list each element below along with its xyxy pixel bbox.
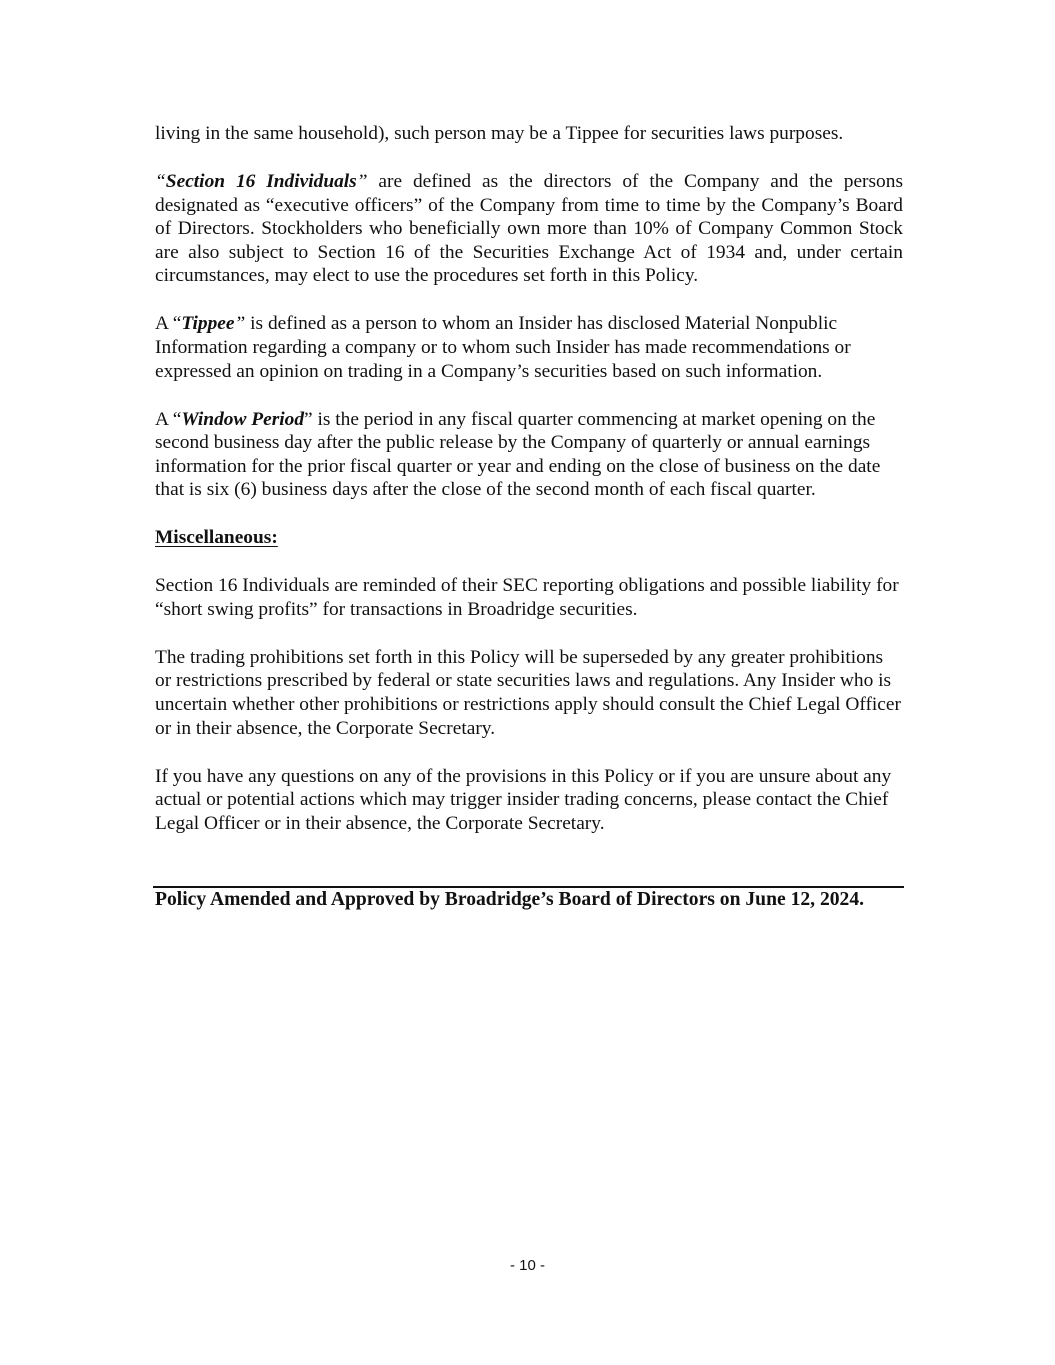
miscellaneous-heading: Miscellaneous: <box>155 527 278 549</box>
approval-statement: Policy Amended and Approved by Broadridge’s Board of Directors on June 12, 2024. <box>155 889 865 910</box>
document-body <box>155 122 903 860</box>
definition-prefix: A “ <box>155 313 182 335</box>
definition-body: are defined as the directors of the Company and the persons designated as “executive officers” of the Company from time to time by the Company’s Board of Directors. Stockholders who beneficially own more than 10% of Company Common Stock are also subject to Section 16 of the Securities Exchange Act of 1934 and, under certain circumstances, may elect to use the procedures set forth in this Policy. <box>155 170 903 287</box>
definition-close-quote: ” <box>356 170 368 192</box>
definition-body: is defined as a person to whom an Insider has disclosed Material Nonpublic Information regarding a company or to whom such Insider has made recommendations or expressed an opinion on trading in a Company’s securities based on such information. <box>155 313 851 382</box>
definition-prefix: A “ <box>155 408 182 430</box>
definition-close-quote: ” <box>304 408 313 430</box>
defined-term: Tippee <box>181 313 235 335</box>
defined-term: Window Period <box>181 408 305 430</box>
definition-window-period <box>155 408 903 502</box>
definition-section-16-individuals <box>155 170 903 288</box>
intro-paragraph: living in the same household), such person may be a Tippee for securities laws purposes. <box>155 123 844 144</box>
definition-body: is the period in any fiscal quarter commencing at market opening on the second business day after the public release by the Company of quarterly or annual earnings information for the prior fiscal quarter or year and ending on the close of business on the date that is six (6) business days after the close of the second month of each fiscal quarter. <box>155 408 881 501</box>
definition-close-quote: ” <box>234 313 246 335</box>
miscellaneous-paragraph: The trading prohibitions set forth in this Policy will be superseded by any greater prohibitions or restrictions prescribed by federal or state securities laws and regulations. Any Insider who is uncertain whether other prohibitions or restrictions apply should consult the Chief Legal Officer or in their absence, the Corporate Secretary. <box>155 646 901 739</box>
defined-term: Section 16 Individuals <box>165 170 357 192</box>
page-number: - 10 - <box>509 1257 545 1274</box>
miscellaneous-paragraph: If you have any questions on any of the provisions in this Policy or if you are unsure about any actual or potential actions which may trigger insider trading concerns, please contact the Chief Legal Officer or in their absence, the Corporate Secretary. <box>155 765 892 834</box>
definition-tippee <box>155 312 903 383</box>
definition-open-quote: “ <box>155 170 166 192</box>
miscellaneous-paragraph: Section 16 Individuals are reminded of their SEC reporting obligations and possible liability for “short swing profits” for transactions in Broadridge securities. <box>155 575 899 620</box>
